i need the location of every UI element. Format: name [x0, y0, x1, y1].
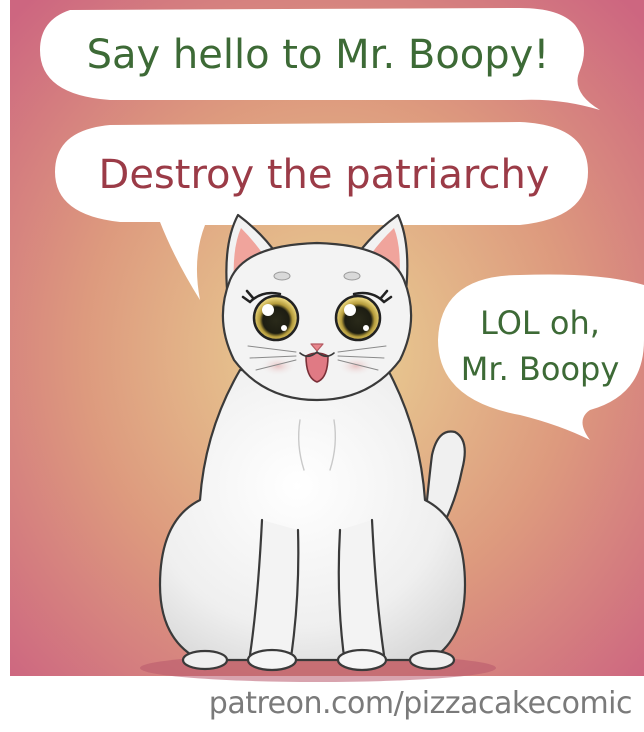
speech-right-line1: LOL oh, [480, 304, 600, 342]
cat-brow-left [274, 272, 290, 280]
cat-back-foot-left [183, 651, 227, 669]
speech-cat-text: Destroy the patriarchy [98, 152, 550, 198]
speech-right-line2: Mr. Boopy [460, 350, 620, 388]
cat-eye-left-highlight-small [281, 325, 287, 331]
cat-cheek-right [338, 356, 374, 376]
cat-cheek-left [260, 356, 296, 376]
cat-eye-left [254, 296, 298, 340]
cat-eye-right-highlight-small [363, 325, 369, 331]
cat-brow-right [344, 272, 360, 280]
cat-eye-right-highlight [344, 304, 356, 316]
cat-paw-right [338, 650, 386, 670]
cat-paw-left [248, 650, 296, 670]
footer-credit: patreon.com/pizzacakecomic [208, 686, 632, 721]
cat-eye-left-highlight [262, 304, 274, 316]
cat-back-foot-right [410, 651, 454, 669]
speech-bubble-top [40, 8, 600, 110]
cat-eye-right [336, 296, 380, 340]
speech-top-text: Say hello to Mr. Boopy! [86, 32, 550, 78]
